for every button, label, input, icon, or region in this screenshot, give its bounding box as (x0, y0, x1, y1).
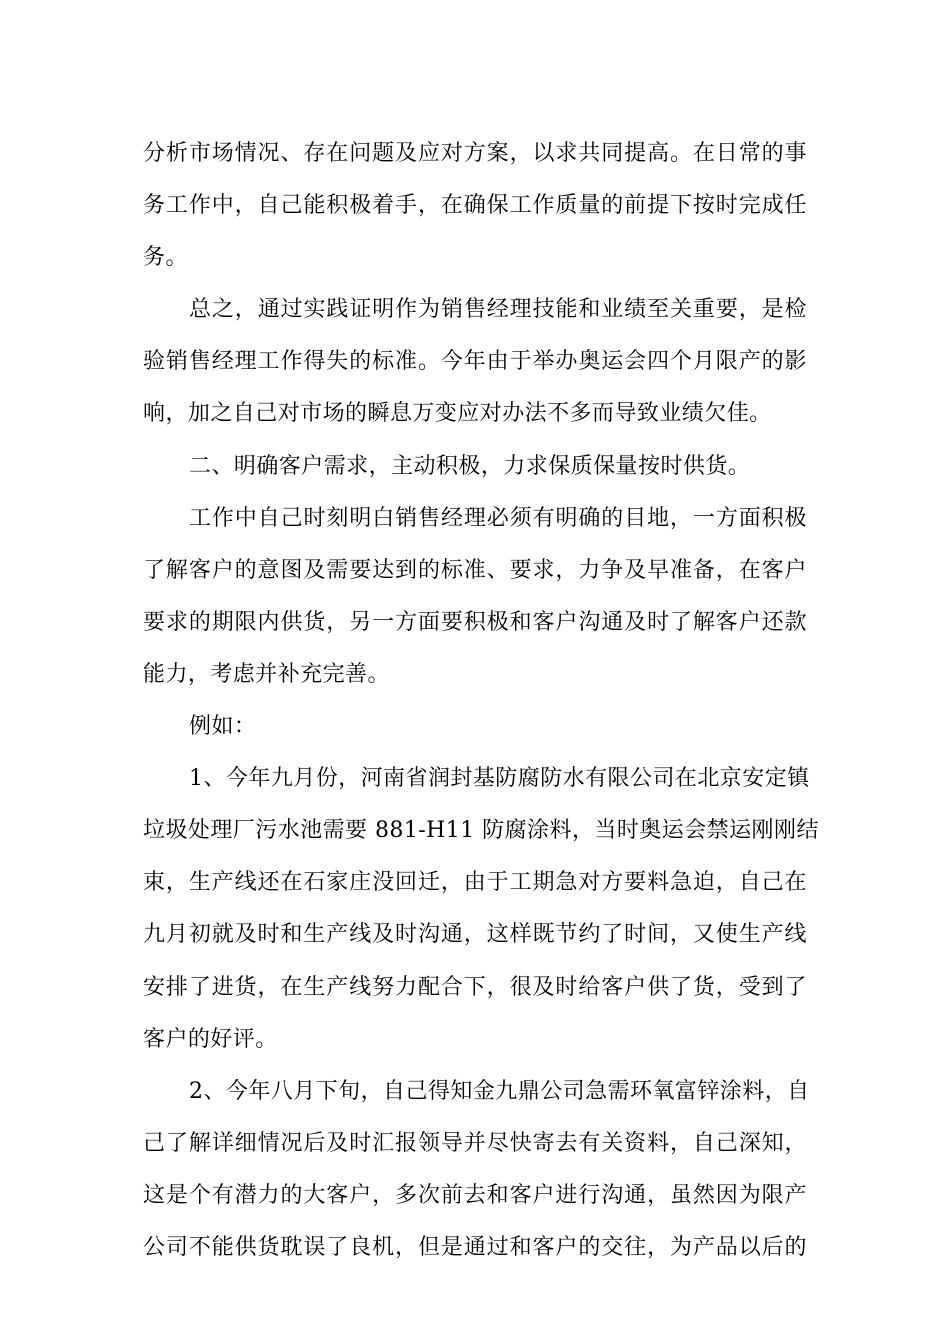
text-line: 验销售经理工作得失的标准。今年由于举办奥运会四个月限产的影 (143, 349, 807, 375)
text-line: 二、明确客户需求，主动积极，力求保质保量按时供货。 (189, 453, 751, 479)
text-line: 2、今年八月下旬，自己得知金九鼎公司急需环氧富锌涂料，自 (189, 1078, 810, 1104)
text-line: 安排了进货，在生产线努力配合下，很及时给客户供了货，受到了 (143, 974, 807, 1000)
text-line: 工作中自己时刻明白销售经理必须有明确的目地，一方面积极 (189, 505, 807, 531)
paragraph-summary (143, 284, 807, 440)
text-line: 了解客户的意图及需要达到的标准、要求，力争及早准备，在客户 (143, 557, 807, 583)
section-heading-customer-needs (143, 441, 807, 493)
text-line: 务工作中，自己能积极着手，在确保工作质量的前提下按时完成任 (143, 193, 807, 219)
text-line: 束，生产线还在石家庄没回迁，由于工期急对方要料急迫，自己在 (143, 870, 807, 896)
text-line: 客户的好评。 (143, 1026, 278, 1052)
document-body (143, 128, 819, 1274)
text-line: 九月初就及时和生产线及时沟通，这样既节约了时间，又使生产线 (143, 922, 807, 948)
text-line: 己了解详细情况后及时汇报领导并尽快寄去有关资料，自己深知， (143, 1130, 807, 1156)
text-line: 务。 (143, 245, 188, 271)
text-line: 这是个有潜力的大客户，多次前去和客户进行沟通，虽然因为限产 (143, 1182, 807, 1208)
text-line: 要求的期限内供货，另一方面要积极和客户沟通及时了解客户还款 (143, 609, 807, 635)
text-line: 例如： (189, 714, 257, 740)
paragraph-work-goals (143, 493, 807, 701)
paragraph-market-analysis (143, 128, 807, 284)
paragraph-example-label (143, 701, 807, 753)
paragraph-example-1 (143, 753, 819, 1066)
text-line: 公司不能供货耽误了良机，但是通过和客户的交往，为产品以后的 (143, 1234, 807, 1260)
text-line: 响，加之自己对市场的瞬息万变应对办法不多而导致业绩欠佳。 (143, 401, 772, 427)
text-line: 能力，考虑并补充完善。 (143, 661, 390, 687)
text-line: 1、今年九月份，河南省润封基防腐防水有限公司在北京安定镇 (189, 766, 810, 792)
paragraph-example-2 (143, 1066, 810, 1274)
text-line: 垃圾处理厂污水池需要 881-H11 防腐涂料，当时奥运会禁运刚刚结 (143, 818, 819, 844)
text-line: 总之，通过实践证明作为销售经理技能和业绩至关重要，是检 (189, 297, 807, 323)
text-line: 分析市场情况、存在问题及应对方案，以求共同提高。在日常的事 (143, 141, 807, 166)
